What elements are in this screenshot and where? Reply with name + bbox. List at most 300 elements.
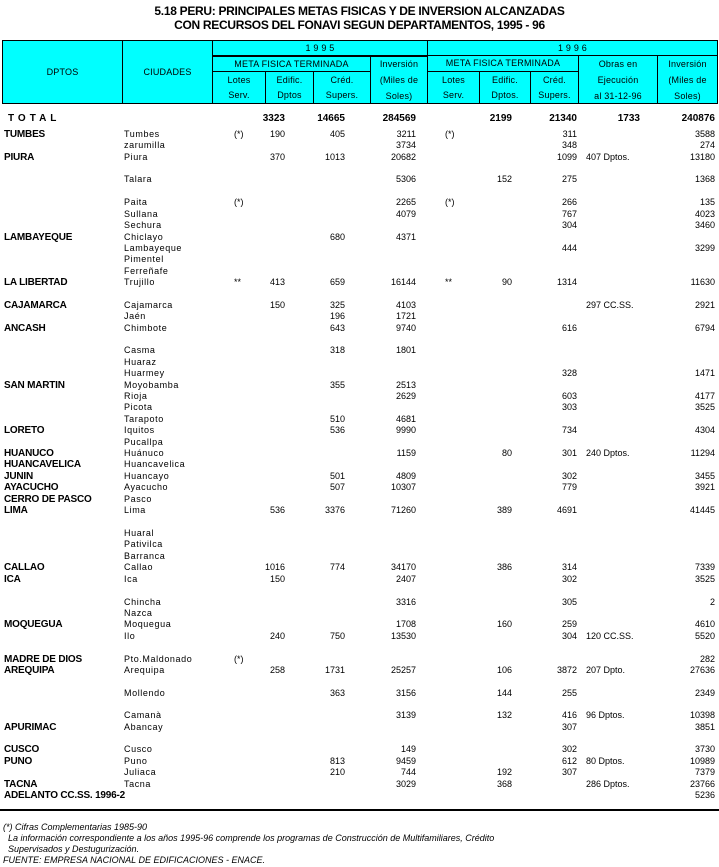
label: (Miles de — [668, 74, 707, 85]
cell-inversion-1995: 4079 — [395, 209, 416, 219]
cell-cred-1996: 307 — [561, 722, 577, 732]
label: Soles) — [674, 90, 701, 101]
cell-inversion-1995: 2629 — [395, 391, 416, 401]
city-name: Rioja — [124, 391, 148, 401]
cell-cred-1996: 307 — [561, 767, 577, 777]
department-name: LORETO — [4, 425, 45, 436]
cell-edific-1996: 106 — [496, 665, 512, 675]
city-name: Trujillo — [124, 277, 155, 287]
table-row — [0, 345, 719, 356]
cell-lotes-1995: (*) — [234, 129, 244, 139]
cell-lotes-1996: (*) — [445, 197, 455, 207]
table-row — [0, 494, 719, 505]
cell-inversion-1996: 27636 — [689, 665, 715, 675]
department-name: MOQUEGUA — [4, 619, 63, 630]
table-row — [0, 254, 719, 265]
header-year-1996: 1 9 9 6 — [427, 40, 718, 56]
label: Inversión — [379, 59, 419, 69]
cell-cred-1995: 510 — [329, 414, 345, 424]
cell-inversion-1995: 10307 — [390, 482, 416, 492]
table-row — [0, 574, 719, 585]
cell-lotes-1995: ** — [234, 277, 242, 287]
table-row — [0, 619, 719, 630]
cell-cred-1995: 680 — [329, 232, 345, 242]
label: Ejecución — [597, 74, 639, 85]
city-name: Chiclayo — [124, 232, 164, 242]
table-row — [0, 220, 719, 231]
label: (Miles de — [379, 75, 419, 85]
cell-edific-1996: 386 — [496, 562, 512, 572]
cell-inversion-1996: 41445 — [689, 505, 715, 515]
cell-inversion-1996: 3460 — [694, 220, 715, 230]
cell-cred-1995: 643 — [329, 323, 345, 333]
cell-cred-1996: 1314 — [556, 277, 577, 287]
cell-obras-1996: 286 Dptos. — [586, 779, 630, 789]
cell-cred-1996: 302 — [561, 471, 577, 481]
cell-inversion-1995: 744 — [400, 767, 416, 777]
city-name: Sechura — [124, 220, 162, 230]
city-name: Moyobamba — [124, 380, 179, 390]
cell-edific-1996: 144 — [496, 688, 512, 698]
table-row — [0, 129, 719, 140]
cell-inversion-1996: 2349 — [694, 688, 715, 698]
table-row — [0, 243, 719, 254]
cell-inversion-1995: 2265 — [395, 197, 416, 207]
department-name: PUNO — [4, 756, 33, 767]
cell-cred-1996: 444 — [561, 243, 577, 253]
cell-inversion-1995: 1801 — [395, 345, 416, 355]
city-name: zarumilla — [124, 140, 166, 150]
department-name: AYACUCHO — [4, 482, 59, 493]
footer-rule — [0, 809, 719, 811]
cell-inversion-1995: 2407 — [395, 574, 416, 584]
cell-obras-1996: 96 Dptos. — [586, 710, 625, 720]
total-inversion-1995: 284569 — [382, 113, 416, 124]
footnote-informacion-cont: Supervisados y Destugurización. — [3, 844, 140, 854]
cell-cred-1996: 275 — [561, 174, 577, 184]
total-edific-1996: 2199 — [489, 113, 512, 124]
cell-cred-1995: 196 — [329, 311, 345, 321]
total-inversion-1996: 240876 — [681, 113, 715, 124]
total-row — [0, 113, 719, 124]
table-row — [0, 266, 719, 277]
table-row — [0, 437, 719, 448]
cell-inversion-1995: 9740 — [395, 323, 416, 333]
department-name: LIMA — [4, 505, 28, 516]
department-name: LA LIBERTAD — [4, 277, 68, 288]
city-name: Cajamarca — [124, 300, 173, 310]
header-edific-1995 — [265, 71, 314, 104]
city-name: Pimentel — [124, 254, 164, 264]
city-name: Chimbote — [124, 323, 168, 333]
cell-inversion-1996: 6794 — [694, 323, 715, 333]
cell-cred-1996: 303 — [561, 402, 577, 412]
cell-edific-1995: 536 — [269, 505, 285, 515]
city-name: Lambayeque — [124, 243, 183, 253]
city-name: Chincha — [124, 597, 162, 607]
cell-cred-1996: 328 — [561, 368, 577, 378]
header-obras-1996 — [578, 55, 658, 104]
city-name: Huarmey — [124, 368, 165, 378]
cell-cred-1996: 1099 — [556, 152, 577, 162]
department-name: SAN MARTIN — [4, 380, 65, 391]
cell-cred-1995: 774 — [329, 562, 345, 572]
footnote-informacion: La información correspondiente a los años 1995-96 comprende los programas de Construcción de Multifamiliares, Crédito — [3, 833, 495, 843]
cell-obras-1996: 240 Dptos. — [586, 448, 630, 458]
cell-cred-1996: 603 — [561, 391, 577, 401]
cell-cred-1995: 1731 — [324, 665, 345, 675]
cell-edific-1995: 258 — [269, 665, 285, 675]
cell-cred-1996: 348 — [561, 140, 577, 150]
header-lotes-1995 — [212, 71, 266, 104]
city-name: Pasco — [124, 494, 153, 504]
table-row — [0, 471, 719, 482]
city-name: Callao — [124, 562, 154, 572]
cell-inversion-1996: 3455 — [694, 471, 715, 481]
cell-cred-1995: 405 — [329, 129, 345, 139]
department-name: ADELANTO CC.SS. 1996-2 — [4, 790, 126, 801]
cell-inversion-1996: 282 — [699, 654, 715, 664]
department-name: ICA — [4, 574, 21, 585]
table-row — [0, 505, 719, 516]
cell-cred-1995: 318 — [329, 345, 345, 355]
cell-inversion-1995: 1708 — [395, 619, 416, 629]
city-name: Huánuco — [124, 448, 165, 458]
department-name: JUNIN — [4, 471, 34, 482]
department-name: APURIMAC — [4, 722, 57, 733]
cell-cred-1995: 659 — [329, 277, 345, 287]
department-name: LAMBAYEQUE — [4, 232, 73, 243]
cell-inversion-1995: 5306 — [395, 174, 416, 184]
cell-inversion-1996: 5236 — [694, 790, 715, 800]
table-row — [0, 209, 719, 220]
table-row — [0, 482, 719, 493]
cell-inversion-1996: 4177 — [694, 391, 715, 401]
cell-inversion-1996: 2 — [709, 597, 715, 607]
label: Supers. — [538, 89, 571, 100]
table-row — [0, 357, 719, 368]
cell-cred-1996: 305 — [561, 597, 577, 607]
city-name: Casma — [124, 345, 156, 355]
cell-inversion-1995: 1721 — [395, 311, 416, 321]
header-cred-1995 — [313, 71, 371, 104]
cell-inversion-1995: 9459 — [395, 756, 416, 766]
cell-cred-1996: 616 — [561, 323, 577, 333]
header-inversion-1996 — [657, 55, 718, 104]
label: Edific. — [492, 74, 518, 85]
cell-edific-1996: 90 — [501, 277, 512, 287]
header-lotes-1996 — [427, 71, 480, 104]
city-name: Ferreñafe — [124, 266, 169, 276]
header-cred-1996 — [530, 71, 579, 104]
table-title-line-1: 5.18 PERU: PRINCIPALES METAS FISICAS Y DE INVERSION ALCANZADAS — [154, 4, 565, 18]
cell-obras-1996: 407 Dptos. — [586, 152, 630, 162]
cell-inversion-1996: 3730 — [694, 744, 715, 754]
table-row — [0, 551, 719, 562]
city-name: Talara — [124, 174, 153, 184]
department-name: TACNA — [4, 779, 38, 790]
department-name: CUSCO — [4, 744, 40, 755]
cell-inversion-1995: 20682 — [390, 152, 416, 162]
cell-edific-1995: 240 — [269, 631, 285, 641]
cell-edific-1995: 370 — [269, 152, 285, 162]
table-row — [0, 710, 719, 721]
cell-inversion-1995: 4809 — [395, 471, 416, 481]
cell-inversion-1996: 3921 — [694, 482, 715, 492]
cell-inversion-1996: 274 — [699, 140, 715, 150]
cell-edific-1996: 152 — [496, 174, 512, 184]
cell-inversion-1995: 149 — [400, 744, 416, 754]
table-row — [0, 402, 719, 413]
cell-cred-1995: 363 — [329, 688, 345, 698]
city-name: Arequipa — [124, 665, 165, 675]
total-obras-1996: 1733 — [617, 113, 640, 124]
cell-inversion-1996: 3525 — [694, 402, 715, 412]
cell-cred-1995: 1013 — [324, 152, 345, 162]
label: Créd. — [542, 74, 566, 85]
total-cred-1996: 21340 — [549, 113, 577, 124]
table-row — [0, 300, 719, 311]
city-name: Abancay — [124, 722, 164, 732]
city-name: Mollendo — [124, 688, 166, 698]
city-name: Nazca — [124, 608, 153, 618]
cell-cred-1996: 311 — [562, 129, 577, 139]
city-name: Barranca — [124, 551, 166, 561]
city-name: Ica — [124, 574, 138, 584]
header-dptos: DPTOS — [2, 40, 123, 104]
header-inversion-1995 — [370, 55, 428, 104]
cell-cred-1995: 813 — [329, 756, 345, 766]
cell-inversion-1996: 4610 — [694, 619, 715, 629]
cell-inversion-1996: 10398 — [689, 710, 715, 720]
table-row — [0, 391, 719, 402]
cell-inversion-1996: 2921 — [694, 300, 715, 310]
label: Serv. — [442, 89, 465, 100]
department-name: CALLAO — [4, 562, 45, 573]
city-name: Pto.Maldonado — [124, 654, 193, 664]
table-row — [0, 688, 719, 699]
cell-cred-1996: 734 — [561, 425, 577, 435]
cell-cred-1996: 302 — [561, 574, 577, 584]
cell-edific-1995: 1016 — [264, 562, 285, 572]
city-name: Picota — [124, 402, 153, 412]
table-title-line-2: CON RECURSOS DEL FONAVI SEGUN DEPARTAMENTOS, 1995 - 96 — [174, 18, 545, 32]
table-row — [0, 368, 719, 379]
city-name: Juliaca — [124, 767, 157, 777]
city-name: Huaraz — [124, 357, 157, 367]
cell-cred-1996: 767 — [561, 209, 577, 219]
city-name: Moquegua — [124, 619, 172, 629]
city-name: Huancavelica — [124, 459, 186, 469]
label: Dptos — [277, 89, 302, 100]
cell-inversion-1996: 3588 — [694, 129, 715, 139]
cell-edific-1995: 150 — [269, 300, 285, 310]
cell-cred-1995: 325 — [329, 300, 345, 310]
cell-inversion-1996: 3851 — [694, 722, 715, 732]
city-name: Tumbes — [124, 129, 160, 139]
cell-edific-1996: 160 — [496, 619, 512, 629]
footnote-fuente: FUENTE: EMPRESA NACIONAL DE EDIFICACIONES - ENACE. — [3, 855, 266, 865]
cell-inversion-1996: 23766 — [689, 779, 715, 789]
table-row — [0, 232, 719, 243]
cell-cred-1995: 355 — [329, 380, 345, 390]
label: Soles) — [385, 91, 413, 101]
cell-inversion-1995: 34170 — [390, 562, 416, 572]
cell-lotes-1995: (*) — [234, 197, 244, 207]
city-name: Huancayo — [124, 471, 170, 481]
label: Dptos. — [491, 89, 519, 100]
label: Obras en — [598, 58, 638, 69]
cell-cred-1995: 501 — [329, 471, 345, 481]
table-row — [0, 323, 719, 334]
cell-inversion-1995: 4681 — [395, 414, 416, 424]
city-name: Paita — [124, 197, 148, 207]
cell-lotes-1996: (*) — [445, 129, 455, 139]
department-name: ANCASH — [4, 323, 46, 334]
total-cred-1995: 14665 — [317, 113, 345, 124]
city-name: Piura — [124, 152, 149, 162]
department-name: AREQUIPA — [4, 665, 55, 676]
city-name: Sullana — [124, 209, 159, 219]
table-row — [0, 631, 719, 642]
cell-cred-1995: 3376 — [324, 505, 345, 515]
table-row — [0, 197, 719, 208]
table-row — [0, 722, 719, 733]
department-name: HUANUCO — [4, 448, 54, 459]
cell-inversion-1995: 25257 — [390, 665, 416, 675]
cell-cred-1995: 507 — [329, 482, 345, 492]
department-name: PIURA — [4, 152, 35, 163]
header-year-1995: 1 9 9 5 — [212, 40, 428, 56]
cell-lotes-1995: (*) — [234, 654, 244, 664]
label: Lotes — [441, 74, 466, 85]
header-meta-1996: META FISICA TERMINADA — [427, 55, 579, 72]
cell-inversion-1995: 13530 — [390, 631, 416, 641]
table-row — [0, 459, 719, 470]
table-row — [0, 414, 719, 425]
cell-cred-1995: 536 — [329, 425, 345, 435]
cell-inversion-1995: 3316 — [395, 597, 416, 607]
city-name: Pativilca — [124, 539, 163, 549]
table-row — [0, 744, 719, 755]
header-ciudades: CIUDADES — [122, 40, 213, 104]
city-name: Jaén — [124, 311, 146, 321]
cell-cred-1995: 210 — [329, 767, 345, 777]
label: Serv. — [228, 89, 250, 100]
cell-obras-1996: 207 Dpto. — [586, 665, 626, 675]
department-name: HUANCAVELICA — [4, 459, 81, 470]
table-row — [0, 425, 719, 436]
city-name: Tarapoto — [124, 414, 164, 424]
table-row — [0, 767, 719, 778]
cell-cred-1996: 4691 — [556, 505, 577, 515]
label: Lotes — [227, 74, 251, 85]
cell-inversion-1995: 1159 — [396, 448, 416, 458]
table-row — [0, 311, 719, 322]
table-row — [0, 528, 719, 539]
table-row — [0, 597, 719, 608]
cell-obras-1996: 80 Dptos. — [586, 756, 625, 766]
department-name: TUMBES — [4, 129, 46, 140]
table-row — [0, 140, 719, 151]
table-row — [0, 277, 719, 288]
label: Inversión — [668, 58, 707, 69]
cell-cred-1996: 3872 — [556, 665, 577, 675]
cell-inversion-1996: 7339 — [694, 562, 715, 572]
total-edific-1995: 3323 — [262, 113, 285, 124]
cell-inversion-1996: 4304 — [694, 425, 715, 435]
department-name: CAJAMARCA — [4, 300, 67, 311]
label: Créd. — [330, 74, 354, 85]
cell-inversion-1995: 9990 — [395, 425, 416, 435]
cell-cred-1996: 779 — [561, 482, 577, 492]
cell-cred-1996: 314 — [561, 562, 577, 572]
city-name: Iquitos — [124, 425, 155, 435]
cell-cred-1996: 259 — [561, 619, 577, 629]
cell-cred-1996: 302 — [561, 744, 577, 754]
label: Supers. — [325, 89, 359, 100]
table-row — [0, 539, 719, 550]
cell-inversion-1995: 16144 — [390, 277, 416, 287]
cell-edific-1996: 368 — [496, 779, 512, 789]
cell-cred-1995: 750 — [329, 631, 345, 641]
total-label: TOTAL — [8, 113, 61, 124]
cell-cred-1996: 304 — [561, 220, 577, 230]
city-name: Lima — [124, 505, 146, 515]
cell-inversion-1995: 3211 — [396, 129, 416, 139]
table-row — [0, 654, 719, 665]
table-row — [0, 779, 719, 790]
header-edific-1996 — [479, 71, 531, 104]
department-name: MADRE DE DIOS — [4, 654, 82, 665]
table-row — [0, 380, 719, 391]
city-name: Tacna — [124, 779, 152, 789]
cell-inversion-1995: 3156 — [395, 688, 416, 698]
cell-cred-1996: 304 — [561, 631, 577, 641]
label: al 31-12-96 — [594, 90, 642, 101]
cell-inversion-1995: 4371 — [395, 232, 416, 242]
cell-cred-1996: 255 — [561, 688, 577, 698]
cell-inversion-1996: 1471 — [694, 368, 715, 378]
cell-inversion-1996: 11630 — [690, 277, 715, 287]
header-meta-1995: META FISICA TERMINADA — [212, 55, 371, 72]
city-name: Ayacucho — [124, 482, 169, 492]
cell-cred-1996: 612 — [561, 756, 577, 766]
cell-inversion-1996: 5520 — [694, 631, 715, 641]
label: Edific. — [276, 74, 303, 85]
cell-inversion-1996: 3525 — [694, 574, 715, 584]
cell-inversion-1996: 3299 — [694, 243, 715, 253]
city-name: Cusco — [124, 744, 153, 754]
cell-obras-1996: 297 CC.SS. — [586, 300, 634, 310]
cell-inversion-1995: 2513 — [395, 380, 416, 390]
footnote-cifras: (*) Cifras Complementarias 1985-90 — [3, 822, 148, 832]
cell-inversion-1995: 3029 — [395, 779, 416, 789]
cell-edific-1996: 80 — [501, 448, 512, 458]
cell-edific-1996: 192 — [496, 767, 512, 777]
table-row — [0, 562, 719, 573]
cell-inversion-1995: 4103 — [395, 300, 416, 310]
cell-inversion-1996: 11294 — [690, 448, 715, 458]
cell-edific-1995: 190 — [269, 129, 285, 139]
table-row — [0, 665, 719, 676]
cell-cred-1996: 266 — [561, 197, 577, 207]
table-row — [0, 448, 719, 459]
cell-inversion-1995: 71260 — [390, 505, 416, 515]
cell-inversion-1996: 13180 — [689, 152, 715, 162]
cell-cred-1996: 301 — [561, 448, 577, 458]
city-name: Camanà — [124, 710, 162, 720]
